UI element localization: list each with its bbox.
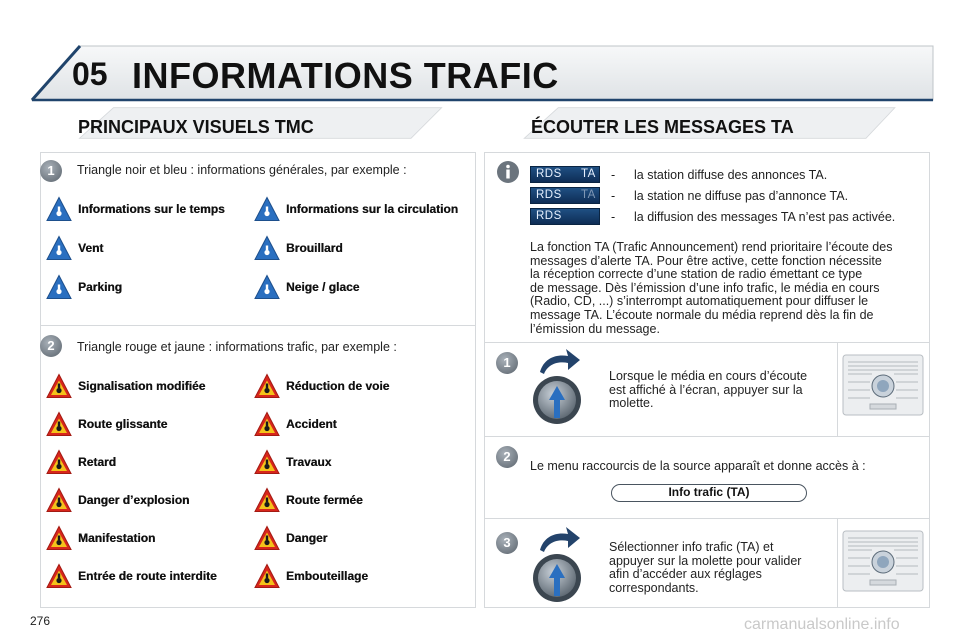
rds-ta-display-active — [530, 166, 600, 183]
tmc-visual-label: Danger d’explosion — [78, 493, 190, 507]
step1-divider — [837, 342, 838, 436]
ta-description-line: la réception correcte d’une station de radio émettant ce type — [530, 267, 863, 282]
step-text-line: est affiché à l’écran, appuyer sur la — [609, 382, 803, 397]
left-section-title: PRINCIPAUX VISUELS TMC — [78, 117, 314, 137]
tmc-visual-label: Brouillard — [286, 241, 343, 255]
bullet-dash: - — [611, 168, 616, 182]
rds-display-ta-off — [530, 208, 600, 225]
tmc-visual-label: Neige / glace — [286, 280, 360, 294]
snow-triangle-icon — [254, 274, 280, 300]
step-badge-3: 3 — [496, 532, 518, 554]
rds-row-text: la station diffuse des annonces TA. — [634, 168, 828, 182]
right-divider-3 — [484, 518, 930, 519]
fog-triangle-icon — [254, 235, 280, 261]
right-divider-2 — [484, 436, 930, 437]
tmc-visual-label: Embouteillage — [286, 569, 369, 583]
step-text-line: afin d’accéder aux réglages — [609, 567, 762, 582]
right-divider-1 — [484, 342, 930, 343]
rds-row-text: la station ne diffuse pas d’annonce TA. — [634, 189, 849, 203]
ta-description-line: de message. Dès l’émission d’une info trafic, le média en cours — [530, 280, 880, 295]
rds-row-text: la diffusion des messages TA n’est pas activée. — [634, 210, 896, 224]
step3-text — [609, 541, 801, 595]
tmc-visual-label: Retard — [78, 455, 117, 469]
info-trafic-ta-menu-item[interactable]: Info trafic (TA) — [611, 484, 807, 502]
road-closed-triangle-icon — [254, 487, 280, 513]
ta-label: TA — [581, 168, 596, 180]
right-section-title: ÉCOUTER LES MESSAGES TA — [531, 117, 794, 137]
tmc-visual-label: Entrée de route interdite — [78, 569, 217, 583]
radio-control-panel-image — [842, 530, 924, 592]
rds-ta-display-inactive — [530, 187, 600, 204]
tmc-visual-label: Réduction de voie — [286, 379, 390, 393]
ta-description-line: (Radio, CD, ...) s’interrompt automatiquement pour diffuser le — [530, 294, 869, 309]
roadworks-triangle-icon — [254, 449, 280, 475]
bullet-dash: - — [611, 210, 616, 224]
step2-text: Le menu raccourcis de la source apparaît et donne accès à : — [530, 459, 866, 473]
danger-triangle-icon — [254, 525, 280, 551]
step-badge-1: 1 — [40, 160, 62, 182]
watermark: carmanualsonline.info — [744, 616, 900, 633]
info-triangle-icon — [254, 196, 280, 222]
left-divider — [40, 325, 476, 326]
tmc-visual-label: Manifestation — [78, 531, 156, 545]
group1-intro: Triangle noir et bleu : informations générales, par exemple : — [77, 163, 407, 177]
ta-description-line: La fonction TA (Trafic Announcement) rend prioritaire l’écoute des — [530, 240, 893, 254]
rds-label: RDS — [536, 168, 562, 180]
ta-description-line: message TA. L’écoute normale du média reprend dès la fin de — [530, 307, 874, 322]
step-badge-1: 1 — [496, 352, 518, 374]
page-number: 276 — [30, 614, 51, 628]
tmc-visual-label: Signalisation modifiée — [78, 379, 206, 393]
group2-intro: Triangle rouge et jaune : informations trafic, par exemple : — [77, 340, 397, 354]
delay-triangle-icon — [46, 449, 72, 475]
lane-reduction-triangle-icon — [254, 373, 280, 399]
step-text-line: Lorsque le média en cours d’écoute — [609, 369, 808, 383]
tmc-visual-label: Route glissante — [78, 417, 168, 431]
step3-divider — [837, 518, 838, 608]
chapter-number: 05 — [72, 56, 108, 92]
tmc-visual-label: Accident — [286, 417, 337, 431]
tmc-visual-label: Parking — [78, 280, 123, 294]
ta-label: TA — [581, 189, 596, 201]
tmc-visual-label: Informations sur la circulation — [286, 202, 459, 216]
step1-text — [609, 370, 807, 411]
knob-press-icon — [530, 524, 586, 606]
accident-triangle-icon — [254, 411, 280, 437]
bullet-dash: - — [611, 189, 616, 203]
ta-description — [530, 241, 910, 336]
no-entry-triangle-icon — [46, 563, 72, 589]
signal-triangle-icon — [46, 373, 72, 399]
knob-press-icon — [530, 346, 586, 428]
ta-description-line: l’émission du message. — [530, 321, 660, 336]
step-text-line: Sélectionner info trafic (TA) et — [609, 540, 774, 554]
tmc-visual-label: Danger — [286, 531, 328, 545]
traffic-jam-triangle-icon — [254, 563, 280, 589]
step-text-line: correspondants. — [609, 580, 699, 595]
demonstration-triangle-icon — [46, 525, 72, 551]
slippery-road-triangle-icon — [46, 411, 72, 437]
step-badge-2: 2 — [40, 335, 62, 357]
tmc-visual-label: Route fermée — [286, 493, 363, 507]
info-triangle-icon — [46, 196, 72, 222]
rds-label: RDS — [536, 210, 562, 222]
tmc-visual-label: Informations sur le temps — [78, 202, 225, 216]
rds-label: RDS — [536, 189, 562, 201]
wind-triangle-icon — [46, 235, 72, 261]
step-text-line: molette. — [609, 396, 654, 411]
explosion-triangle-icon — [46, 487, 72, 513]
ta-description-line: messages d’alerte TA. Pour être active, cette fonction nécessite — [530, 253, 882, 268]
parking-triangle-icon — [46, 274, 72, 300]
radio-control-panel-image — [842, 354, 924, 416]
info-icon — [496, 160, 520, 184]
tmc-visual-label: Vent — [78, 241, 104, 255]
step-badge-2: 2 — [496, 446, 518, 468]
step-text-line: appuyer sur la molette pour valider — [609, 553, 802, 568]
tmc-visual-label: Travaux — [286, 455, 332, 469]
page-title: INFORMATIONS TRAFIC — [132, 55, 559, 96]
